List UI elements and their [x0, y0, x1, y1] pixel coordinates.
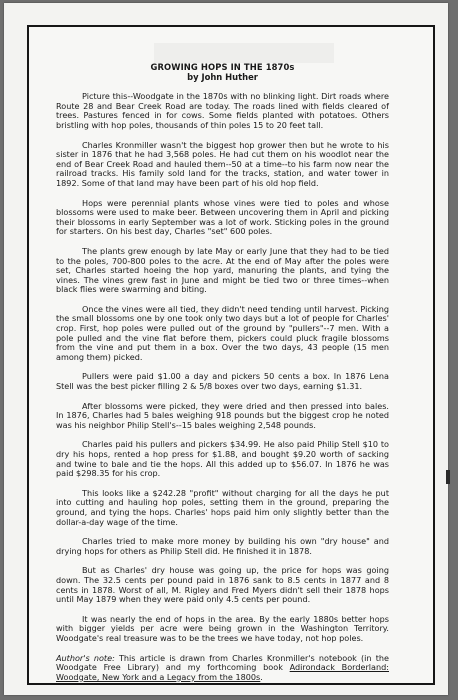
paragraph: Charles tried to make more money by building his own "dry house" and drying hops for others as Philip Stell did. He finished it in 1878. [56, 536, 389, 556]
paragraph: It was nearly the end of hops in the area. By the early 1880s better hops with bigger yields per acre were being grown in the Washington Territory. Woodgate's real treasure was to be the trees we have today, not hop poles. [56, 613, 389, 643]
paragraph: This looks like a $242.28 "profit" without charging for all the days he put into cutting and hauling hop poles, setting them in the ground, preparing the ground, and tying the hops. Charles' hops paid him only slightly better than the dollar-a-day wage of the time. [56, 487, 389, 527]
paragraph: Charles Kronmiller wasn't the biggest hop grower then but he wrote to his sister in 1876 that he had 3,568 poles. He had cut them on his woodlot near the end of Bear Creek Road and hauled them--50 at a time--to his farm now near the railroad tracks. His family sold land for the tracks, station, and water tower in 1892. Some of that land may have been part of his old hop field. [56, 139, 389, 188]
book-title: Adirondack Borderland: Woodgate, New York and a Legacy from the 1800s [56, 662, 389, 682]
paragraph: The plants grew enough by late May or early June that they had to be tied to the poles, 700-800 poles to the acre. At the end of May after the poles were set, Charles started hoeing the hop yard, manuring the plants, and tying the vines. The vines grew fast in June and might be tied two or three times--when black flies were swarming and biting. [56, 245, 389, 295]
paragraph: Once the vines were all tied, they didn't need tending until harvest. Picking the small blossoms one by one took only two days but a lot of people for Charles' crop. First, hop poles were pulled out of the ground by "pullers"--7 men. With a pole pulled and the vine flat before them, pickers could pluck fragile blossoms from the vine and put them in a box. Over the two days, 43 people (15 men among them) picked. [56, 303, 389, 362]
author-note [56, 654, 389, 683]
edge-mark [446, 470, 450, 484]
bleed-through-shadow [154, 43, 334, 63]
article [56, 63, 389, 692]
paragraph: Charles paid his pullers and pickers $34.99. He also paid Philip Stell $10 to dry his hops, rented a hop press for $1.88, and bought $9.20 worth of sacking and twine to bale and tie the hops. All this added up to $56.07. In 1876 he was paid $298.35 for his crop. [56, 439, 389, 479]
paragraph: After blossoms were picked, they were dried and then pressed into bales. In 1876, Charles had 5 bales weighing 918 pounds but the biggest crop he noted was his neighbor Philip Stell's--15 bales weighing 2,548 pounds. [56, 400, 389, 430]
article-byline: by John Huther [187, 71, 258, 82]
paragraph: But as Charles' dry house was going up, the price for hops was going down. The 32.5 cents per pound paid in 1876 sank to 8.5 cents in 1877 and 8 cents in 1878. Worst of all, M. Rigley and Fred Myers didn't sell their 1878 hops until May 1879 when they were paid only 4.5 cents per pound. [56, 565, 389, 605]
author-note-text: This article is drawn from Charles Kronmiller's notebook (in the Woodgate Free Library) and my forthcoming book [56, 652, 389, 673]
paragraph: Pullers were paid $1.00 a day and pickers 50 cents a box. In 1876 Lena Stell was the best picker filling 2 & 5/8 boxes over two days, earning $1.31. [56, 371, 389, 392]
author-note-label: Author's note: [56, 652, 115, 663]
author-note-end: . [260, 671, 263, 682]
paragraph: Hops were perennial plants whose vines were tied to poles and whose blossoms were used to make beer. Between uncovering them in April and picking their blossoms in early September was a lot of work. Sticking poles in the ground for starters. On his best day, Charles "set" 600 poles. [56, 197, 389, 237]
paragraph: Picture this--Woodgate in the 1870s with no blinking light. Dirt roads where Route 28 and Bear Creek Road are today. The roads lined with fields cleared of trees. Pastures fenced in for cows. Some fields planted with potatoes. Others bristling with hop poles, thousands of thin poles 15 to 20 feet tall. [56, 91, 389, 130]
article-title: GROWING HOPS IN THE 1870s [150, 62, 295, 72]
